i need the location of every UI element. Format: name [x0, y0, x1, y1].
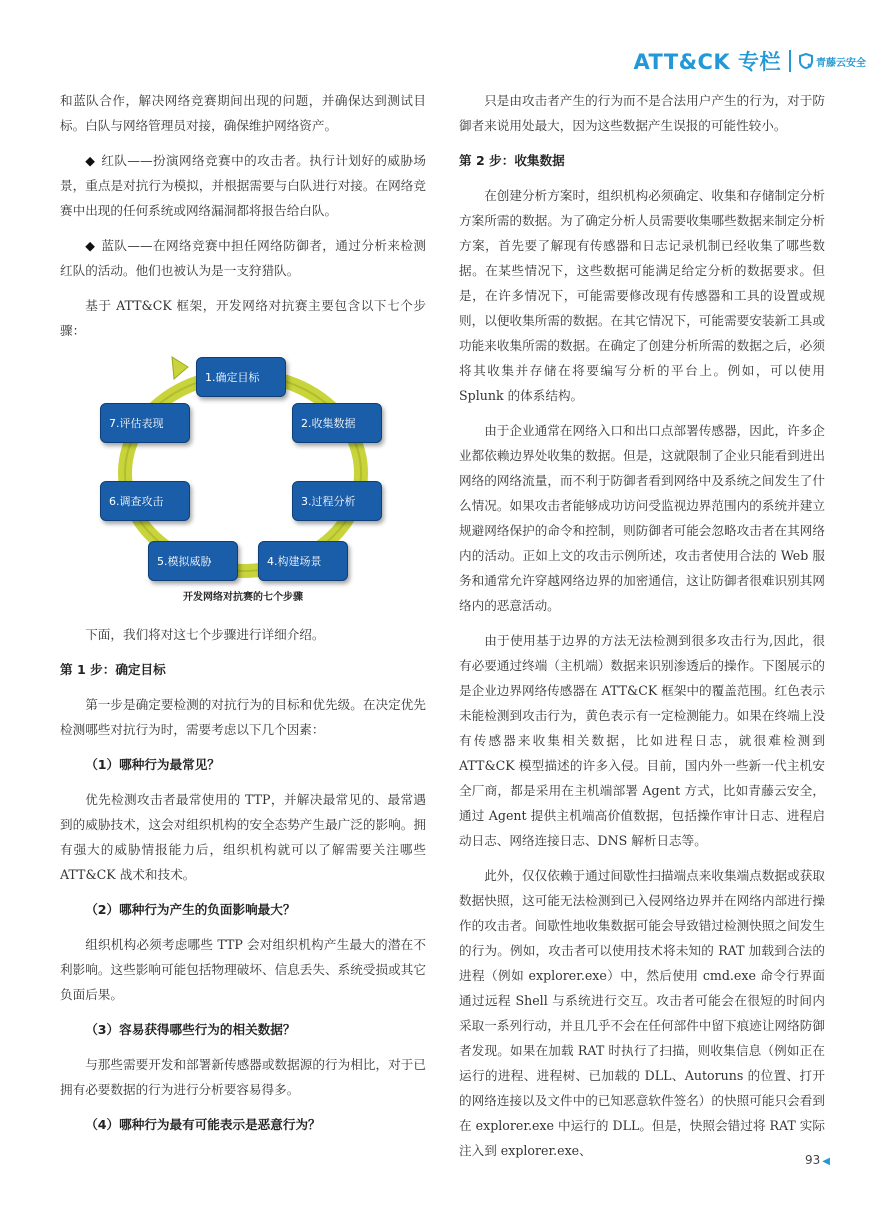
column-title: ATT&CK 专栏 — [633, 50, 781, 74]
paragraph: 优先检测攻击者最常使用的 TTP，并解决最常见的、最常遇到的威胁技术，这会对组织机构的安全态势产生最广泛的影响。拥有强大的威胁情报能力后，组织机构就可以了解需要关注哪些 ATT&CK 战术和技术。 — [60, 792, 426, 882]
step-box-2: 2.收集数据 — [292, 403, 382, 443]
paragraph: 与那些需要开发和部署新传感器或数据源的行为相比，对于已拥有必要数据的行为进行分析要容易得多。 — [60, 1057, 426, 1097]
seven-steps-diagram — [60, 353, 426, 583]
step-box-1: 1.确定目标 — [196, 357, 286, 397]
step-box-4: 4.构建场景 — [258, 541, 348, 581]
paragraph: 只是由攻击者产生的行为而不是合法用户产生的行为，对于防御者来说用处最大，因为这些数据产生误报的可能性较小。 — [459, 93, 825, 133]
bullet-text: 蓝队——在网络竞赛中担任网络防御者，通过分析来检测红队的活动。他们也被认为是一支狩猎队。 — [60, 238, 427, 278]
step-box-3: 3.过程分析 — [292, 481, 382, 521]
question-heading-1: （1）哪种行为最常见？ — [85, 757, 220, 772]
diamond-bullet-icon: ◆ — [85, 238, 96, 253]
paragraph: 此外，仅仅依赖于通过间歇性扫描端点来收集端点数据或获取数据快照，这可能无法检测到已入侵网络边界并在网络内部进行操作的攻击者。间歇性地收集数据可能会导致错过检测快照之间发生的行为。例如，攻击者可以使用技术将未知的 RAT 加载到合法的进程（例如 explorer.exe）中，然后使用 cmd.exe 命令行界面通过远程 Shell 与系统进行交互。攻击者可能会在很短的时间内采取一系列行动，并且几乎不会在任何部件中留下痕迹让网络防御者发现。如果在加载 RAT 时执行了扫描，则收集信息（例如正在运行的进程、进程树、已加载的 DLL、Autoruns 的位置、打开的网络连接以及文件中的已知恶意软件签名）的快照可能只会看到在 explorer.exe 中运行的 DLL。但是，快照会错过将 RAT 实际注入到 explorer.exe、 — [459, 868, 825, 1158]
paragraph: 由于企业通常在网络入口和出口点部署传感器，因此，许多企业都依赖边界处收集的数据。但是，这就限制了企业只能看到进出网络的网络流量，而不利于防御者看到网络中及系统之间发生了什么情况。如果攻击者能够成功访问受监视边界范围内的系统并建立规避网络保护的命令和控制，则防御者可能会忽略攻击者在其网络内的活动。正如上文的攻击示例所述，攻击者使用合法的 Web 服务和通常允许穿越网络边界的加密通信，这让防御者很难识别其网络内的恶意活动。 — [459, 423, 825, 613]
paragraph: 和蓝队合作，解决网络竞赛期间出现的问题，并确保达到测试目标。白队与网络管理员对接，确保维护网络资产。 — [60, 93, 426, 133]
left-column — [60, 88, 426, 1147]
section-heading-step1: 第 1 步：确定目标 — [60, 662, 166, 677]
page-number-text: 93 — [805, 1153, 821, 1167]
section-heading-step2: 第 2 步：收集数据 — [459, 153, 565, 168]
paragraph: 组织机构必须考虑哪些 TTP 会对组织机构产生最大的潜在不利影响。这些影响可能包括物理破坏、信息丢失、系统受损或其它负面后果。 — [60, 937, 426, 1002]
step-box-5: 5.模拟威胁 — [148, 541, 238, 581]
page-header — [633, 46, 866, 76]
paragraph: 下面，我们将对这七个步骤进行详细介绍。 — [85, 627, 325, 642]
paragraph: 基于 ATT&CK 框架，开发网络对抗赛主要包含以下七个步骤： — [60, 298, 426, 338]
diamond-bullet-icon: ◆ — [85, 153, 96, 168]
brand-logo — [799, 53, 866, 69]
paragraph: 由于使用基于边界的方法无法检测到很多攻击行为,因此，很有必要通过终端（主机端）数据来识别渗透后的操作。下图展示的是企业边界网络传感器在 ATT&CK 框架中的覆盖范围。红色表示未能检测到攻击行为，黄色表示有一定检测能力。如果在终端上没有传感器来收集相关数据，比如进程日志，就很难检测到 ATT&CK 模型描述的许多入侵。目前，国内外一些新一代主机安全厂商，都是采用在主机端部署 Agent 方式，比如青藤云安全，通过 Agent 提供主机端高价值数据，包括操作审计日志、进程启动日志、网络连接日志、DNS 解析日志等。 — [459, 633, 825, 848]
step-box-6: 6.调查攻击 — [100, 481, 190, 521]
question-heading-3: （3）容易获得哪些行为的相关数据？ — [85, 1022, 296, 1037]
paragraph: 第一步是确定要检测的对抗行为的目标和优先级。在决定优先检测哪些对抗行为时，需要考虑以下几个因素： — [60, 697, 426, 737]
figure-caption: 开发网络对抗赛的七个步骤 — [183, 592, 303, 603]
question-heading-4: （4）哪种行为最有可能表示是恶意行为？ — [85, 1117, 321, 1132]
step-box-7: 7.评估表现 — [100, 403, 190, 443]
cycle-arrowhead-icon — [172, 357, 188, 379]
bullet-blue-team — [60, 233, 426, 283]
brand-name: 青藤云安全 — [816, 57, 866, 69]
right-column — [459, 88, 825, 1173]
paragraph: 在创建分析方案时，组织机构必须确定、收集和存储制定分析方案所需的数据。为了确定分析人员需要收集哪些数据来制定分析方案，首先要了解现有传感器和日志记录机制已经收集了哪些数据。在某些情况下，这些数据可能满足给定分析的数据要求。但是，在许多情况下，可能需要修改现有传感器和工具的设置或规则，以便收集所需的数据。在其它情况下，可能需要安装新工具或功能来收集所需的数据。在确定了创建分析所需的数据之后，必须将其收集并存储在将要编写分析的平台上。例如，可以使用 Splunk 的体系结构。 — [459, 188, 825, 403]
q-shield-logo-icon — [799, 53, 813, 69]
header-divider — [789, 50, 791, 72]
page-arrow-icon: ◀ — [822, 1156, 830, 1167]
question-heading-2: （2）哪种行为产生的负面影响最大？ — [85, 902, 296, 917]
bullet-red-team — [60, 148, 426, 223]
bullet-text: 红队——扮演网络竞赛中的攻击者。执行计划好的威胁场景，重点是对抗行为模拟，并根据需要与白队进行对接。在网络竞赛中出现的任何系统或网络漏洞都将报告给白队。 — [60, 153, 427, 218]
page-number — [805, 1153, 830, 1167]
